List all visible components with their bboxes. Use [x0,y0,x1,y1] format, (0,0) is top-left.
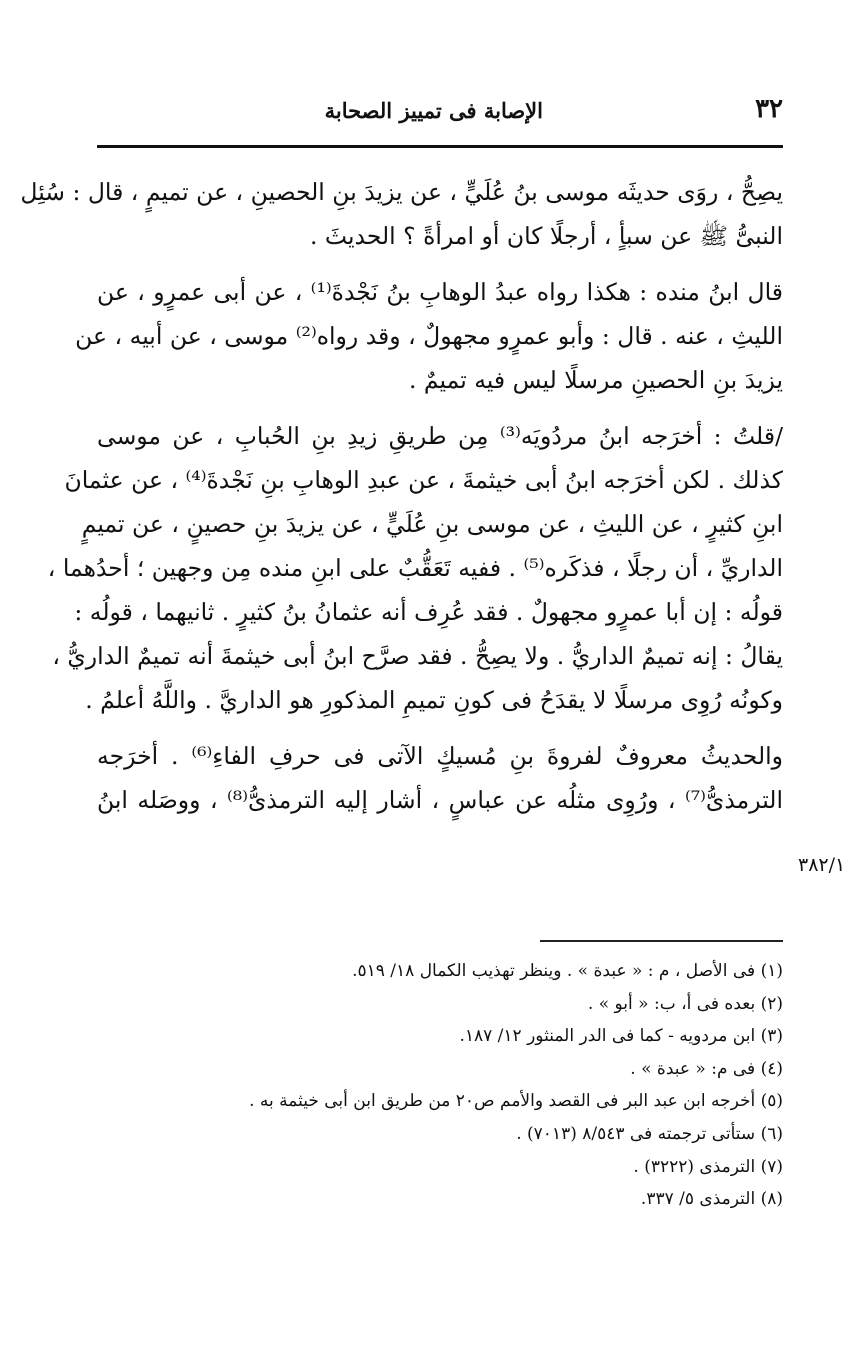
footnote: (١) فى الأصل ، م : « عبدة » . وينظر تهذيب الكمال ١٨/ ٥١٩. [352,961,783,981]
text-line: قولُه : إن أبا عمرٍو مجهولٌ . فقد عُرِف أنه عثمانُ بنُ كثيرٍ . ثانيهما ، قولُه : [74,598,783,626]
footnote: (٨) الترمذى ٥/ ٣٣٧. [640,1189,783,1210]
text-line: كذلك . لكن أخرَجه ابنُ أبى خيثمةَ ، عن عبدِ الوهابِ بنِ نَجْدةَ⁽⁴⁾ ، عن عثمانَ [64,466,783,494]
text-line: يزيدَ بنِ الحصينِ مرسلًا ليس فيه تميمٌ . [408,366,783,394]
footnote: (٦) ستأتى ترجمته فى ٨/٥٤٣ (٧٠١٣) . [516,1123,783,1144]
footnote: (٤) فى م: « عبدة » . [630,1058,783,1079]
text-line: قال ابنُ منده : هكذا رواه عبدُ الوهابِ بنُ نَجْدةَ⁽¹⁾ ، عن أبى عمرٍو ، عن [97,278,783,306]
text-line: النبىُّ ﷺ عن سبأٍ ، أرجلًا كان أو امرأةً ؟ الحديثَ . [309,222,783,250]
footnote-rule [540,940,783,942]
footnote: (٢) بعده فى أ، ب: « أبو » . [587,993,783,1014]
text-line: يقالُ : إنه تميمٌ الداريُّ . ولا يصِحُّ . فقد صرَّح ابنُ أبى خيثمةَ أنه تميمٌ الداريُّ ، [52,642,783,670]
footnote: (٥) أخرجه ابن عبد البر فى القصد والأمم ص٢٠ من طريق ابن أبى خيثمة به . [249,1091,783,1112]
page-header [97,92,783,132]
text-line: ابنِ كثيرٍ ، عن الليثِ ، عن موسى بنِ عُلَيٍّ ، عن يزيدَ بنِ حصينٍ ، عن تميمٍ [81,510,783,538]
footnote: (٧) الترمذى (٣٢٢٢) . [633,1156,783,1177]
footnote: (٣) ابن مردويه - كما فى الدر المنثور ١٢/ ١٨٧. [459,1026,783,1047]
margin-reference: ٣٨٢/١ [798,854,846,876]
running-title: الإصابة فى تمييز الصحابة [324,98,543,123]
text-line: وكونُه رُوِى مرسلًا لا يقدَحُ فى كونِ تميمِ المذكورِ هو الداريَّ . واللَّهُ أعلمُ . [85,686,783,714]
text-line: والحديثُ معروفٌ لفروةَ بنِ مُسيكٍ الآتى فى حرفِ الفاءِ⁽⁶⁾ . أخرَجه [97,742,783,770]
text-line: الترمذىُّ⁽⁷⁾ ، ورُوِى مثلُه عن عباسٍ ، أشار إليه الترمذىُّ⁽⁸⁾ ، ووصَله ابنُ [97,786,783,814]
text-line: الداريِّ ، أن رجلًا ، فذكَره⁽⁵⁾ . ففيه تَعَقُّبٌ على ابنِ منده مِن وجهين ؛ أحدُهما ، [47,554,783,582]
text-line: الليثِ ، عنه . قال : وأبو عمرٍو مجهولٌ ، وقد رواه⁽²⁾ موسى ، عن أبيه ، عن [75,322,783,350]
text-line: /قلتُ : أخرَجه ابنُ مردُويَه⁽³⁾ مِن طريقِ زيدِ بنِ الحُبابِ ، عن موسى [97,422,783,450]
header-rule [97,145,783,148]
text-line: يصِحُّ ، روَى حديثَه موسى بنُ عُلَيٍّ ، عن يزيدَ بنِ الحصينِ ، عن تميمٍ ، قال : سُئِل [20,178,783,206]
footnotes [200,955,783,1216]
main-text [20,170,783,822]
page-number: ٣٢ [755,94,783,124]
